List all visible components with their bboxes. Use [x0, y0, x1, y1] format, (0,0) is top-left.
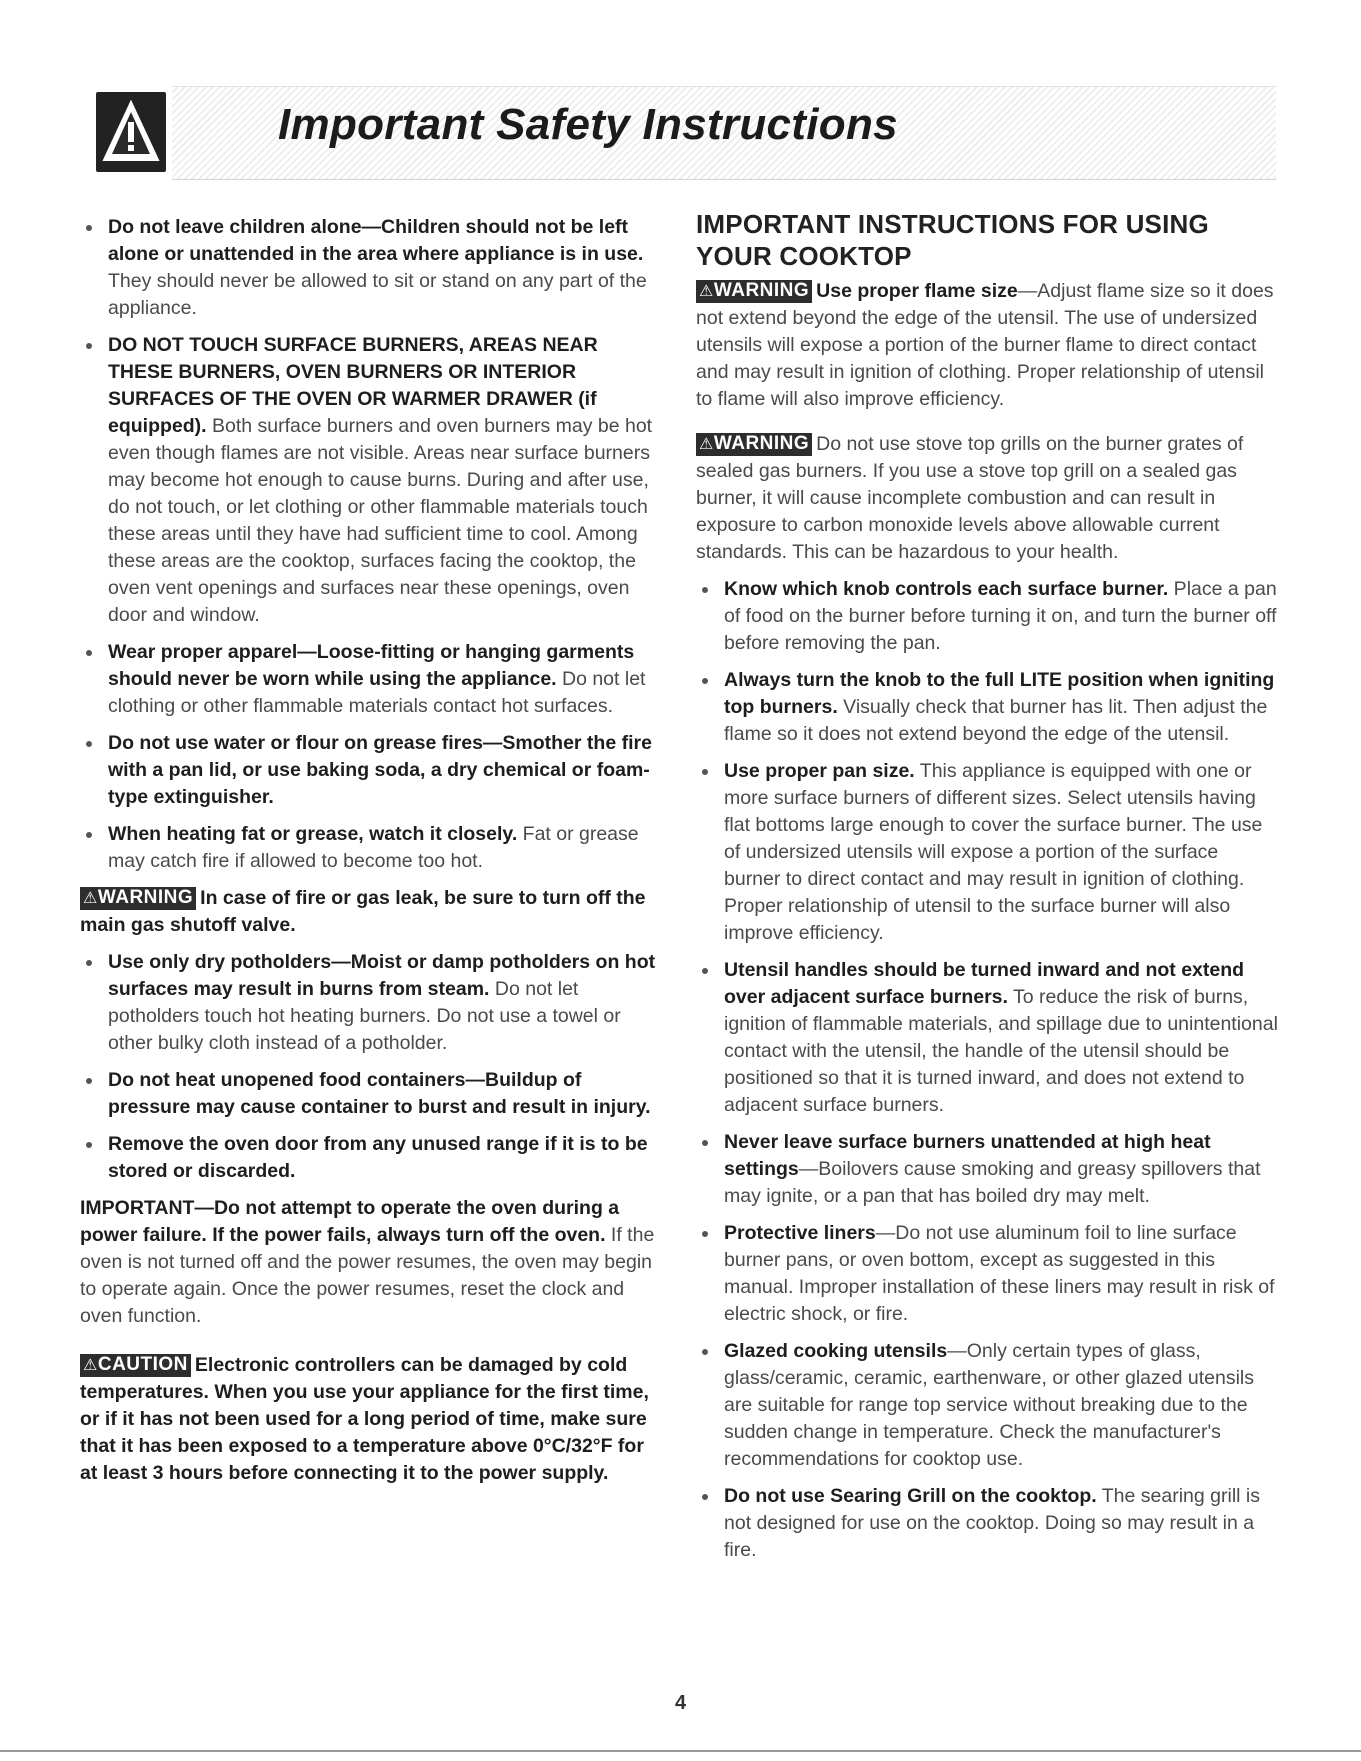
left-column: [80, 214, 660, 1497]
list-item: Remove the oven door from any unused range if it is to be stored or discarded.: [80, 1131, 660, 1185]
bullet-icon: [702, 1231, 708, 1237]
list-item: Utensil handles should be turned inward and not extend over adjacent surface burners. To reduce the risk of burns, ignition of flammable materials, and spillage due to unintentional contact with the utensil, the handle of the utensil should be positioned so that it is turned inward, and does not extend to adjacent surface burners.: [696, 957, 1280, 1119]
page-title: Important Safety Instructions: [278, 100, 898, 149]
gas-leak-warning: ⚠WARNING In case of fire or gas leak, be sure to turn off the main gas shutoff valve.: [80, 887, 646, 936]
bullet-icon: [702, 1494, 708, 1500]
flame-size-warning: ⚠WARNING Use proper flame size—Adjust flame size so it does not extend beyond the edge of the utensil. The use of undersized utensils will expose a portion of the burner flame to direct contact and may result in ignition of clothing. Proper relationship of utensil to flame will also improve efficiency.: [696, 280, 1274, 410]
list-item: Do not leave children alone—Children should not be left alone or unattended in the area where appliance is in use. They should never be allowed to sit or stand on any part of the appliance.: [80, 214, 660, 322]
warning-triangle-icon: [96, 92, 166, 172]
safety-list-1: [80, 214, 660, 875]
power-failure-note: IMPORTANT—Do not attempt to operate the oven during a power failure. If the power fails, always turn off the oven. If the oven is not turned off and the power resumes, the oven may begin to operate again. Once the power resumes, reset the clock and oven function.: [80, 1197, 655, 1327]
list-item: Do not use Searing Grill on the cooktop. The searing grill is not designed for use on the cooktop. Doing so may result in a fire.: [696, 1483, 1280, 1564]
bullet-icon: [86, 650, 92, 656]
list-item: Protective liners—Do not use aluminum foil to line surface burner pans, or oven bottom, except as suggested in this manual. Improper installation of these liners may result in risk of electric shock, or fire.: [696, 1220, 1280, 1328]
bullet-icon: [702, 587, 708, 593]
warning-tag: ⚠WARNING: [696, 280, 812, 303]
section-heading: IMPORTANT INSTRUCTIONS FOR USING YOUR COOKTOP: [696, 209, 1209, 271]
bullet-icon: [86, 343, 92, 349]
page-number: 4: [674, 1692, 687, 1714]
warning-tag: ⚠WARNING: [80, 887, 196, 910]
page-header: [96, 86, 1276, 178]
list-item: Wear proper apparel—Loose-fitting or hanging garments should never be worn while using the appliance. Do not let clothing or other flammable materials contact hot surfaces.: [80, 639, 660, 720]
list-item: Always turn the knob to the full LITE position when igniting top burners. Visually check that burner has lit. Then adjust the flame so it does not extend beyond the edge of the utensil.: [696, 667, 1280, 748]
stove-grill-warning: ⚠WARNING Do not use stove top grills on the burner grates of sealed gas burners. If you use a stove top grill on a sealed gas burner, it will cause incomplete combustion and can result in exposure to carbon monoxide levels above allowable current standards. This can be hazardous to your health.: [696, 433, 1244, 563]
bullet-icon: [702, 1140, 708, 1146]
caution-tag: ⚠CAUTION: [80, 1354, 191, 1377]
list-item: Use only dry potholders—Moist or damp potholders on hot surfaces may result in burns from steam. Do not let potholders touch hot heating burners. Do not use a towel or other bulky cloth instead of a potholder.: [80, 949, 660, 1057]
safety-list-2: [80, 949, 660, 1185]
bottom-rule: [0, 1750, 1361, 1752]
bullet-icon: [86, 960, 92, 966]
bullet-icon: [86, 225, 92, 231]
list-item: Do not heat unopened food containers—Buildup of pressure may cause container to burst and result in injury.: [80, 1067, 660, 1121]
bullet-icon: [86, 1078, 92, 1084]
bullet-icon: [86, 1142, 92, 1148]
bullet-icon: [702, 968, 708, 974]
cooktop-list: [696, 576, 1280, 1564]
bullet-icon: [86, 741, 92, 747]
list-item: Never leave surface burners unattended at high heat settings—Boilovers cause smoking and greasy spillovers that may ignite, or a pan that has boiled dry may melt.: [696, 1129, 1280, 1210]
warning-tag: ⚠WARNING: [696, 433, 812, 456]
list-item: Use proper pan size. This appliance is equipped with one or more surface burners of different sizes. Select utensils having flat bottoms large enough to cover the surface burner. The use of undersized utensils will expose a portion of the surface burner to direct contact and may result in ignition of clothing. Proper relationship of utensil to the surface burner will also improve efficiency.: [696, 758, 1280, 947]
list-item: Glazed cooking utensils—Only certain types of glass, glass/ceramic, ceramic, earthenware, or other glazed utensils are suitable for range top service without breaking due to the sudden change in temperature. Check the manufacturer's recommendations for cooktop use.: [696, 1338, 1280, 1473]
list-item: DO NOT TOUCH SURFACE BURNERS, AREAS NEAR THESE BURNERS, OVEN BURNERS OR INTERIOR SURFACES OF THE OVEN OR WARMER DRAWER (if equipped). Both surface burners and oven burners may be hot even though flames are not visible. Areas near surface burners may become hot enough to cause burns. During and after use, do not touch, or let clothing or other flammable materials touch these areas until they have had sufficient time to cool. Among these areas are the cooktop, surfaces facing the cooktop, the oven vent openings and surfaces near these openings, oven door and window.: [80, 332, 660, 629]
right-column: [696, 209, 1280, 1574]
bullet-icon: [86, 832, 92, 838]
list-item: When heating fat or grease, watch it closely. Fat or grease may catch fire if allowed to become too hot.: [80, 821, 660, 875]
bullet-icon: [702, 769, 708, 775]
bullet-icon: [702, 678, 708, 684]
list-item: Know which knob controls each surface burner. Place a pan of food on the burner before turning it on, and turn the burner off before removing the pan.: [696, 576, 1280, 657]
cold-temperature-caution: ⚠CAUTION Electronic controllers can be damaged by cold temperatures. When you use your appliance for the first time, or if it has not been used for a long period of time, make sure that it has been exposed to a temperature above 0°C/32°F for at least 3 hours before connecting it to the power supply.: [80, 1354, 649, 1484]
bullet-icon: [702, 1349, 708, 1355]
list-item: Do not use water or flour on grease fires—Smother the fire with a pan lid, or use baking soda, a dry chemical or foam-type extinguisher.: [80, 730, 660, 811]
